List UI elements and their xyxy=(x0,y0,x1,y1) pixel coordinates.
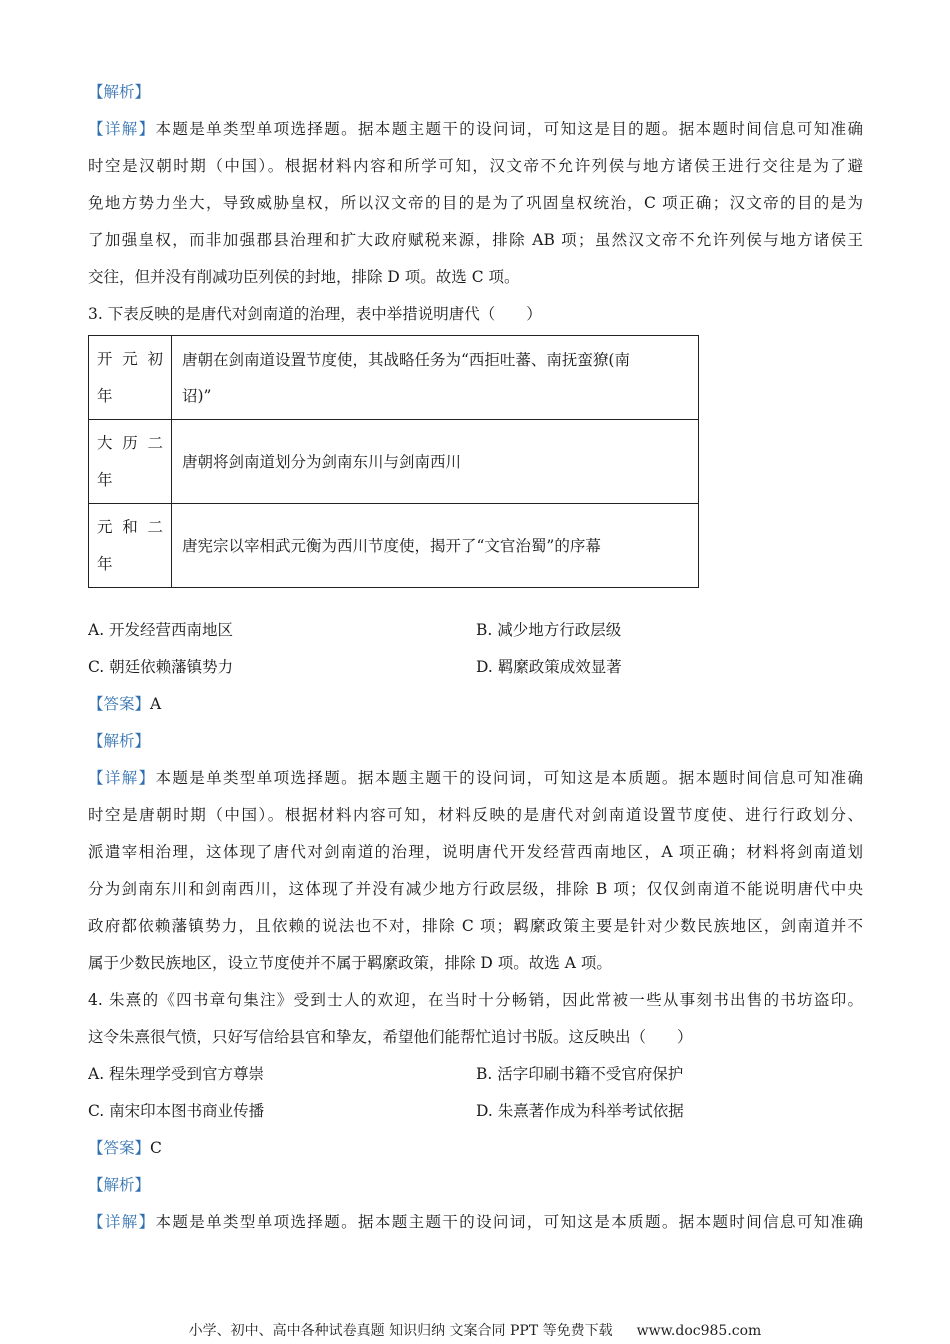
q4-stem-line: 这令朱熹很气愤，只好写信给县官和挚友，希望他们能帮忙追讨书版。这反映出（ ） xyxy=(88,1028,693,1046)
q3-option-c: C. 朝廷依赖藩镇势力 xyxy=(88,658,234,676)
q3-detail-line: 分为剑南东川和剑南西川，这体现了并没有减少地方行政层级，排除 B 项；仅仅剑南道不能说明唐代中央 xyxy=(88,880,863,898)
table-cell-period: 元 和 二 年 xyxy=(89,504,172,588)
q3-answer-value: A xyxy=(150,695,162,713)
q2-detail-line: 【详解】本题是单类型单项选择题。据本题主题干的设问词，可知这是目的题。据本题时间信息可知准确 xyxy=(88,120,863,138)
table-cell-event: 唐宪宗以宰相武元衡为西川节度使，揭开了“文官治蜀”的序幕 xyxy=(172,504,699,588)
table-row xyxy=(89,336,699,420)
q3-detail-line: 政府都依赖藩镇势力，且依赖的说法也不对，排除 C 项；羁縻政策主要是针对少数民族地区，剑南道并不 xyxy=(88,917,863,935)
q3-detail-line: 属于少数民族地区，设立节度使并不属于羁縻政策，排除 D 项。故选 A 项。 xyxy=(88,954,612,972)
q4-answer-tag: 【答案】 xyxy=(88,1139,151,1157)
q4-option-a: A. 程朱理学受到官方尊崇 xyxy=(88,1065,265,1083)
q2-detail-line: 免地方势力坐大，导致威胁皇权，所以汉文帝的目的是为了巩固皇权统治，C 项正确；汉文帝的目的是为 xyxy=(88,194,863,212)
q3-detail-line: 时空是唐朝时期（中国）。根据材料内容可知，材料反映的是唐代对剑南道设置节度使、进行行政划分、 xyxy=(88,806,863,824)
q2-detail-line: 时空是汉朝时期（中国）。根据材料内容和所学可知，汉文帝不允许列侯与地方诸侯王进行交往是为了避 xyxy=(88,157,863,175)
q4-options-row xyxy=(88,1056,863,1093)
q2-detail-tag: 【详解】 xyxy=(88,120,156,138)
q4-answer xyxy=(88,1130,863,1167)
table-cell-period: 大 历 二 年 xyxy=(89,420,172,504)
q3-table xyxy=(88,335,699,588)
table-cell-event: 唐朝将剑南道划分为剑南东川与剑南西川 xyxy=(172,420,699,504)
page-footer xyxy=(0,1320,950,1340)
q3-answer-tag: 【答案】 xyxy=(88,695,151,713)
table-cell-period: 开 元 初 年 xyxy=(89,336,172,420)
table-cell-event: 唐朝在剑南道设置节度使，其战略任务为“西拒吐蕃、南抚蛮獠(南 诏)” xyxy=(172,336,699,420)
q4-answer-value: C xyxy=(150,1139,162,1157)
q4-options-row xyxy=(88,1093,863,1130)
q3-detail-line: 【详解】本题是单类型单项选择题。据本题主题干的设问词，可知这是本质题。据本题时间信息可知准确 xyxy=(88,769,863,787)
document-page xyxy=(88,74,863,1241)
q3-option-a: A. 开发经营西南地区 xyxy=(88,621,234,639)
q2-detail-line: 了加强皇权，而非加强郡县治理和扩大政府赋税来源，排除 AB 项；虽然汉文帝不允许列侯与地方诸侯王 xyxy=(88,231,863,249)
q3-options-row xyxy=(88,612,863,649)
q2-analysis-tag: 【解析】 xyxy=(88,83,151,101)
q4-option-b: B. 活字印刷书籍不受官府保护 xyxy=(476,1065,684,1083)
q3-stem: 3. 下表反映的是唐代对剑南道的治理，表中举措说明唐代（ ） xyxy=(88,305,542,323)
q4-detail-tag: 【详解】 xyxy=(88,1213,156,1231)
q3-detail-tag: 【详解】 xyxy=(88,769,156,787)
q3-answer xyxy=(88,686,863,723)
q4-option-d: D. 朱熹著作成为科举考试依据 xyxy=(476,1102,684,1120)
q2-detail-line: 交往，但并没有削减功臣列侯的封地，排除 D 项。故选 C 项。 xyxy=(88,268,520,286)
q4-option-c: C. 南宋印本图书商业传播 xyxy=(88,1102,265,1120)
q4-analysis-tag: 【解析】 xyxy=(88,1176,151,1194)
q3-detail-line: 派遣宰相治理，这体现了唐代对剑南道的治理，说明唐代开发经营西南地区，A 项正确；材料将剑南道划 xyxy=(88,843,863,861)
q3-option-d: D. 羁縻政策成效显著 xyxy=(476,658,622,676)
footer-url[interactable]: www.doc985.com xyxy=(636,1323,762,1339)
table-row xyxy=(89,504,699,588)
q3-analysis-tag: 【解析】 xyxy=(88,732,151,750)
table-row xyxy=(89,420,699,504)
footer-text: 小学、初中、高中各种试卷真题 知识归纳 文案合同 PPT 等免费下载 xyxy=(188,1323,613,1339)
q4-detail-line: 【详解】本题是单类型单项选择题。据本题主题干的设问词，可知这是本质题。据本题时间信息可知准确 xyxy=(88,1213,863,1231)
q3-options-row xyxy=(88,649,863,686)
q3-option-b: B. 减少地方行政层级 xyxy=(476,621,622,639)
q4-stem-line: 4. 朱熹的《四书章句集注》受到士人的欢迎，在当时十分畅销，因此常被一些从事刻书出售的书坊盗印。 xyxy=(88,991,863,1009)
